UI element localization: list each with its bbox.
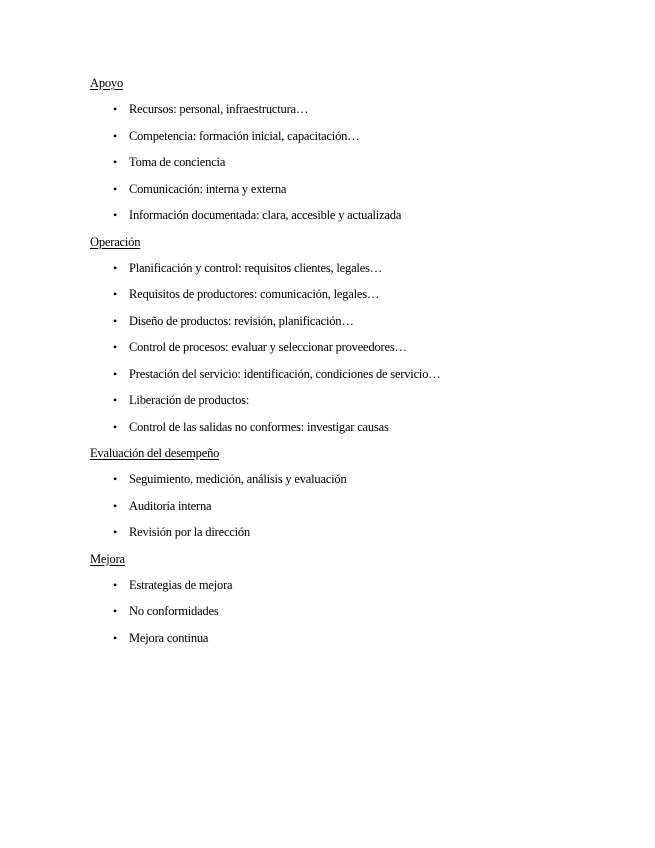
bullet-icon: •: [113, 128, 118, 143]
list-item-text: Comunicación: interna y externa: [129, 181, 287, 196]
list-item-text: Requisitos de productores: comunicación, legales…: [129, 287, 380, 301]
bullet-list: [90, 259, 610, 436]
document-body: [90, 74, 610, 655]
bullet-icon: •: [113, 604, 118, 618]
bullet-icon: •: [113, 260, 118, 275]
list-item-text: Planificación y control: requisitos clientes, legales…: [129, 260, 383, 275]
list-item: [90, 576, 610, 594]
bullet-icon: •: [113, 155, 118, 169]
list-item: [90, 497, 610, 515]
bullet-icon: •: [113, 366, 118, 381]
list-item: [90, 285, 610, 303]
list-item-text: Revisión por la dirección: [129, 525, 251, 539]
bullet-list: [90, 100, 610, 224]
bullet-icon: •: [113, 287, 118, 301]
bullet-icon: •: [113, 472, 118, 486]
bullet-icon: •: [113, 498, 118, 513]
section-operacion: [90, 233, 610, 436]
list-item-text: Auditoría interna: [129, 498, 212, 513]
list-item-text: Control de procesos: evaluar y seleccionar proveedores…: [129, 340, 407, 354]
list-item: [90, 100, 610, 118]
list-item-text: Estrategias de mejora: [129, 577, 233, 592]
list-item: [90, 153, 610, 171]
list-item: [90, 470, 610, 488]
list-item-text: Control de las salidas no conformes: investigar causas: [129, 419, 389, 434]
list-item: [90, 312, 610, 330]
list-item: [90, 523, 610, 541]
list-item-text: Toma de conciencia: [129, 155, 226, 169]
list-item: [90, 365, 610, 383]
list-item: [90, 418, 610, 436]
list-item: [90, 602, 610, 620]
bullet-icon: •: [113, 181, 118, 196]
section-evaluacion: [90, 444, 610, 541]
list-item: [90, 180, 610, 198]
bullet-icon: •: [113, 313, 118, 328]
list-item-text: Seguimiento, medición, análisis y evaluación: [129, 472, 347, 486]
list-item-text: Liberación de productos:: [129, 393, 250, 407]
bullet-icon: •: [113, 393, 118, 407]
list-item: [90, 127, 610, 145]
bullet-icon: •: [113, 577, 118, 592]
list-item: [90, 259, 610, 277]
bullet-icon: •: [113, 419, 118, 434]
list-item: [90, 391, 610, 409]
list-item-text: Información documentada: clara, accesible y actualizada: [129, 208, 402, 222]
list-item-text: Competencia: formación inicial, capacitación…: [129, 128, 360, 143]
section-heading: Operación: [90, 234, 141, 249]
section-heading: Evaluación del desempeño: [90, 446, 220, 460]
list-item-text: Diseño de productos: revisión, planificación…: [129, 313, 354, 328]
bullet-list: [90, 576, 610, 647]
list-item: [90, 338, 610, 356]
section-heading: Apoyo: [90, 76, 124, 90]
bullet-icon: •: [113, 102, 118, 116]
section-mejora: [90, 550, 610, 647]
bullet-icon: •: [113, 208, 118, 222]
bullet-icon: •: [113, 630, 118, 645]
list-item-text: Mejora continua: [129, 630, 209, 645]
bullet-icon: •: [113, 525, 118, 539]
section-apoyo: [90, 74, 610, 224]
section-heading: Mejora: [90, 551, 125, 566]
bullet-icon: •: [113, 340, 118, 354]
list-item: [90, 206, 610, 224]
bullet-list: [90, 470, 610, 541]
list-item-text: Prestación del servicio: identificación, condiciones de servicio…: [129, 366, 441, 381]
list-item: [90, 629, 610, 647]
list-item-text: Recursos: personal, infraestructura…: [129, 102, 309, 116]
list-item-text: No conformidades: [129, 604, 219, 618]
